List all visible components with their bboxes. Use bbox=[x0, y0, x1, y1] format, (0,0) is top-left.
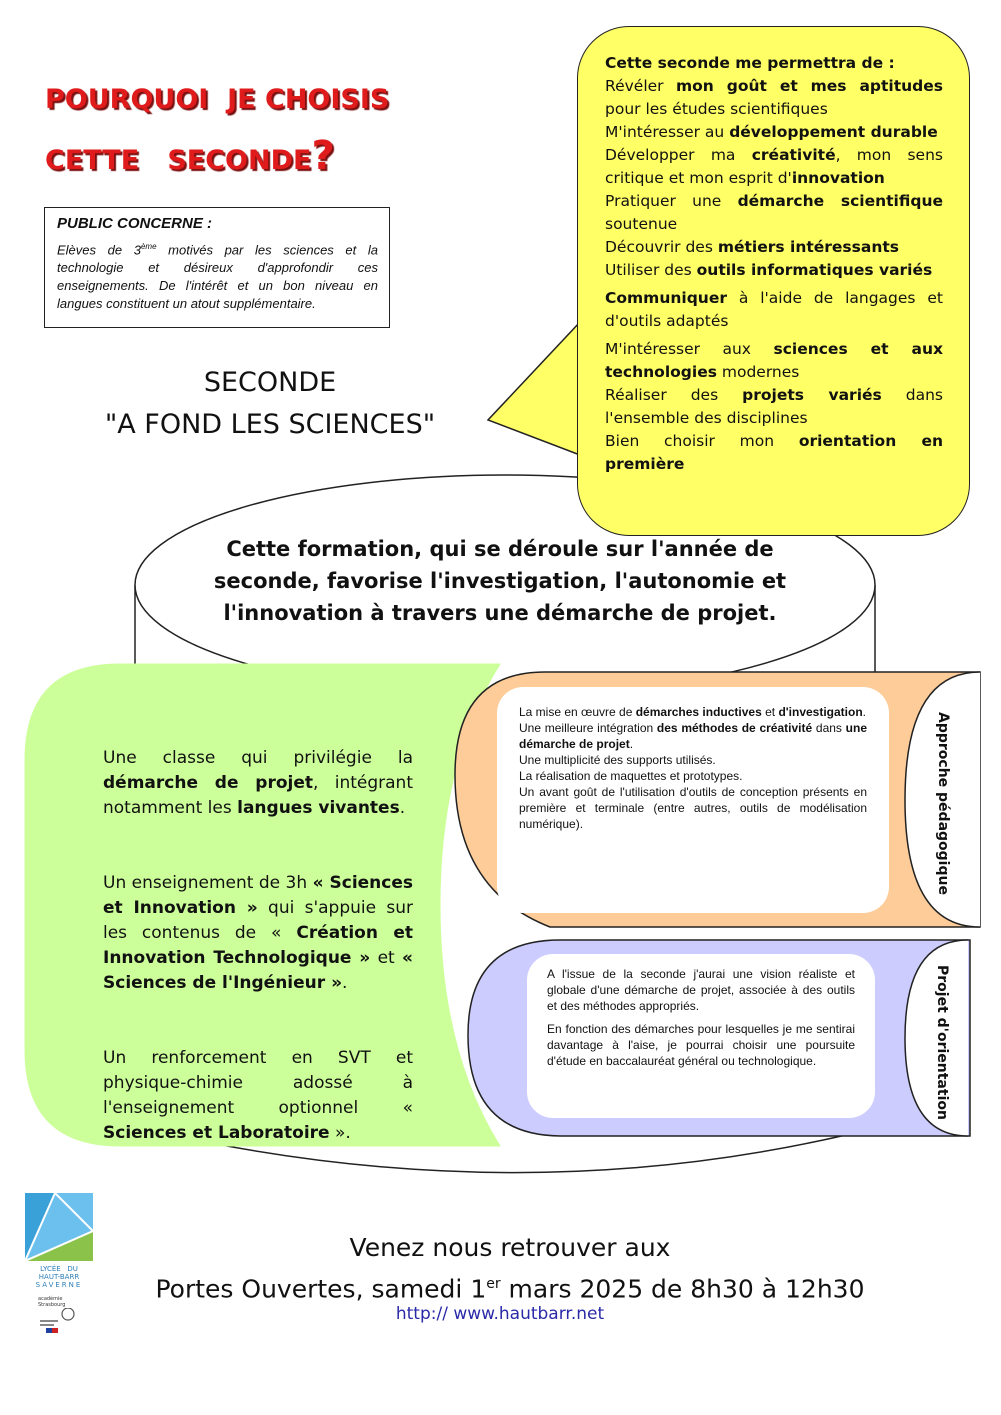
open-days-banner bbox=[130, 1229, 890, 1307]
superscript: er bbox=[486, 1276, 501, 1292]
bubble-item bbox=[605, 190, 943, 236]
bold-text: d'investigation bbox=[778, 705, 863, 719]
bold-text: langues vivantes bbox=[237, 798, 400, 818]
logo-text-3: SAVERNE bbox=[35, 1281, 83, 1289]
green-paragraph-2 bbox=[103, 871, 413, 996]
bold-text: démarche de projet bbox=[103, 773, 314, 793]
bubble-item-bold: démarche scientifique bbox=[737, 192, 943, 210]
bubble-item-bold: métiers intéressants bbox=[717, 238, 900, 256]
formation-summary: Cette formation, qui se déroule sur l'année de seconde, favorise l'investigation, l'autonomie et l'innovation à travers une démarche de projet. bbox=[213, 537, 787, 625]
text: ». bbox=[329, 1123, 351, 1143]
public-text bbox=[57, 238, 378, 313]
seconde-line-2: "A FOND LES SCIENCES" bbox=[104, 409, 436, 440]
bubble-item-text: Découvrir des bbox=[605, 238, 718, 256]
bubble-item-text: Révéler bbox=[605, 77, 676, 95]
academie-emblem bbox=[38, 1296, 78, 1336]
bold-text: Création et Innovation Technologique » bbox=[103, 923, 414, 968]
text: Un renforcement en SVT et physique-chimie adossé à l'enseignement optionnel « bbox=[103, 1048, 413, 1118]
bold-text: démarches inductives bbox=[635, 705, 762, 719]
bubble-item-text: Réaliser des bbox=[605, 386, 743, 404]
bubble-item-text: Bien choisir mon bbox=[605, 432, 799, 450]
green-paragraph-1 bbox=[103, 746, 413, 821]
bubble-item bbox=[605, 384, 943, 430]
bold-text: « Sciences et Innovation » bbox=[103, 873, 413, 918]
bubble-item-text: modernes bbox=[716, 363, 800, 381]
text: . bbox=[629, 737, 634, 751]
text: Une meilleure intégration bbox=[519, 721, 657, 735]
approche-line: Une multiplicité des supports utilisés. bbox=[519, 753, 716, 767]
seconde-line-1: SECONDE bbox=[203, 367, 337, 398]
approche-line bbox=[519, 704, 867, 720]
logo-text-1: LYCÉE DU bbox=[40, 1265, 78, 1273]
emblem-text-1: académie bbox=[38, 1296, 63, 1302]
text: qui s'appuie sur les contenus de « bbox=[103, 898, 414, 943]
public-concerne-box bbox=[44, 207, 390, 328]
bubble-item-bold: orientation en première bbox=[605, 432, 943, 473]
orientation-label: Projet d'orientation bbox=[934, 965, 950, 1120]
approche-line: La réalisation de maquettes et prototypes. bbox=[519, 769, 743, 783]
bubble-item-text: pour les études scientifiques bbox=[605, 100, 828, 118]
bubble-item bbox=[605, 144, 943, 190]
bubble-item-text: Développer ma bbox=[605, 146, 752, 164]
bubble-item-bold: outils informatiques variés bbox=[696, 261, 933, 279]
marianne-icon bbox=[38, 1308, 78, 1334]
green-panel-text bbox=[103, 746, 413, 1146]
bold-text: « Sciences de l'Ingénieur » bbox=[103, 948, 413, 993]
bubble-item bbox=[605, 236, 943, 259]
text: , intégrant notamment les bbox=[103, 773, 413, 818]
bubble-item-bold: innovation bbox=[791, 169, 885, 187]
public-text-post: motivés par les sciences et la technologie et désireux d'approfondir ces enseignements. De l'intérêt et un bon niveau en langues constituent un atout supplémentaire. bbox=[57, 242, 379, 312]
bubble-item-text: soutenue bbox=[605, 215, 678, 233]
public-text-pre: Elèves de 3 bbox=[57, 242, 141, 258]
orientation-paragraph: A l'issue de la seconde j'aurai une vision réaliste et globale d'une démarche de projet, associée à des outils et des méthodes appropriés. bbox=[547, 967, 855, 1013]
footer-line-2 bbox=[130, 1266, 890, 1307]
bubble-item bbox=[605, 338, 943, 384]
bubble-item bbox=[605, 287, 943, 333]
approche-line: Un avant goût de l'utilisation d'outils de conception présents en première et terminale (entre autres, outils de modélisation numérique). bbox=[519, 785, 867, 831]
text: et bbox=[370, 948, 403, 968]
bubble-heading: Cette seconde me permettra de : bbox=[605, 54, 895, 72]
text: La mise en œuvre de bbox=[519, 705, 636, 719]
bubble-item-bold: créativité bbox=[751, 146, 836, 164]
text: Portes Ouvertes, samedi 1 bbox=[155, 1274, 487, 1304]
bubble-item bbox=[605, 121, 943, 144]
bubble-item-bold: développement durable bbox=[729, 123, 938, 141]
bubble-item-text: Utiliser des bbox=[605, 261, 697, 279]
approche-label: Approche pédagogique bbox=[935, 712, 951, 895]
approche-card bbox=[497, 687, 889, 913]
title-line-1: POURQUOI JE CHOISIS bbox=[45, 84, 390, 115]
bold-text: Sciences et Laboratoire bbox=[103, 1123, 330, 1143]
orientation-paragraph: En fonction des démarches pour lesquelles je me sentirai davantage à l'aise, je pourrai choisir une poursuite d'étude en baccalauréat général ou technologique. bbox=[547, 1022, 855, 1068]
footer-line-1: Venez nous retrouver aux bbox=[349, 1233, 671, 1262]
green-paragraph-3 bbox=[103, 1046, 413, 1146]
text: Un enseignement de 3h bbox=[103, 873, 313, 893]
text: Une classe qui privilégie la bbox=[103, 748, 413, 768]
title-question-mark: ? bbox=[311, 133, 335, 179]
bubble-item bbox=[605, 259, 943, 282]
public-heading: PUBLIC CONCERNE : bbox=[57, 215, 213, 232]
bubble-item-bold: mon goût et mes aptitudes bbox=[675, 77, 943, 95]
bold-text: des méthodes de créativité bbox=[656, 721, 813, 735]
bubble-item-bold: sciences et aux technologies bbox=[605, 340, 943, 381]
lycee-logo-mark bbox=[25, 1193, 93, 1261]
website-link[interactable]: http:// www.hautbarr.net bbox=[395, 1304, 605, 1324]
text: et bbox=[761, 705, 779, 719]
bubble-item-text: à l'aide de langages et d'outils adaptés bbox=[605, 289, 943, 330]
bubble-item-text: M'intéresser au bbox=[605, 123, 730, 141]
bubble-item-bold: projets variés bbox=[742, 386, 882, 404]
text: dans bbox=[812, 721, 846, 735]
benefits-bubble bbox=[577, 26, 970, 536]
page-title bbox=[45, 72, 425, 189]
bubble-item-text: Pratiquer une bbox=[605, 192, 738, 210]
bold-text: une démarche de projet bbox=[519, 721, 867, 751]
emblem-text-2: Strasbourg bbox=[38, 1302, 66, 1308]
text: . bbox=[399, 798, 406, 818]
bubble-item bbox=[605, 430, 943, 476]
orientation-card bbox=[527, 954, 875, 1118]
approche-line bbox=[519, 720, 867, 752]
title-line-2-text: CETTE SECONDE bbox=[45, 145, 312, 176]
seconde-label bbox=[60, 362, 480, 446]
bubble-item-bold: Communiquer bbox=[605, 289, 727, 307]
text: . bbox=[862, 705, 867, 719]
bubble-item-text: M'intéresser aux bbox=[605, 340, 774, 358]
title-line-2 bbox=[45, 128, 425, 189]
text: mars 2025 de 8h30 à 12h30 bbox=[500, 1274, 865, 1304]
bubble-item-text: dans l'ensemble des disciplines bbox=[605, 386, 943, 427]
bubble-item-text: , mon sens critique et mon esprit d' bbox=[605, 146, 943, 187]
bubble-item bbox=[605, 75, 943, 121]
text: . bbox=[342, 973, 348, 993]
public-text-sup: ème bbox=[140, 242, 157, 251]
logo-text-2: HAUT-BARR bbox=[38, 1273, 80, 1281]
lycee-logo bbox=[25, 1193, 93, 1287]
bubble-tail bbox=[488, 322, 580, 455]
